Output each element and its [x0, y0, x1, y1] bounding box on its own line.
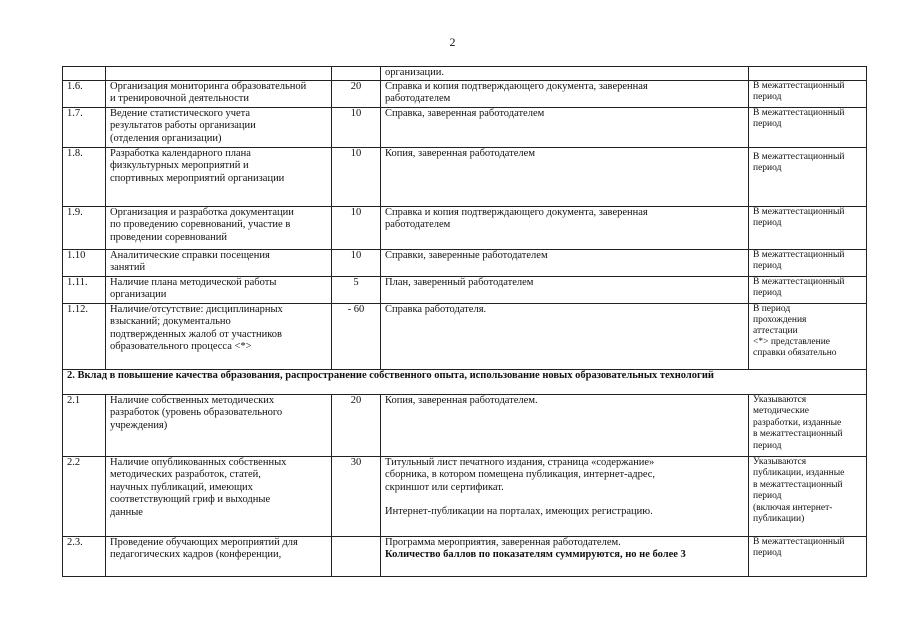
note-line: (включая интернет-	[753, 502, 833, 513]
note-line: период	[753, 491, 782, 501]
document-line: Справка и копия подтверждающего документа, заверенная	[385, 206, 648, 218]
indicator-name	[106, 107, 332, 147]
note	[749, 249, 867, 276]
document-line: Копия, заверенная работодателем.	[385, 394, 538, 406]
note-line: В межаттестационный	[753, 80, 845, 91]
indicator-line: Организация и разработка документации	[110, 206, 294, 218]
indicator-name	[106, 206, 332, 249]
score: 20	[332, 394, 381, 456]
row-number	[63, 67, 106, 81]
indicator-line: Наличие собственных методических	[110, 394, 275, 406]
row-number: 1.10	[63, 249, 106, 276]
indicator-line: научных публикаций, имеющих	[110, 481, 253, 493]
confirming-document	[381, 80, 749, 107]
document-line: Справки, заверенные работодателем	[385, 249, 548, 261]
indicator-line: разработок (уровень образовательного	[110, 407, 283, 418]
row-number: 2.3.	[63, 536, 106, 576]
document-line: Справка, заверенная работодателем	[385, 107, 545, 119]
note	[749, 80, 867, 107]
note-line: период	[753, 288, 782, 298]
table-row	[63, 107, 867, 147]
note-line: разработки, изданные	[753, 417, 842, 428]
score: 10	[332, 206, 381, 249]
indicator-name	[106, 80, 332, 107]
indicator-line: соответствующий гриф и выходные	[110, 494, 271, 505]
confirming-document	[381, 206, 749, 249]
indicator-line: физкультурных мероприятий и	[110, 160, 249, 171]
document-line: Программа мероприятия, заверенная работодателем.	[385, 536, 621, 548]
score: 10	[332, 147, 381, 206]
confirming-document	[381, 276, 749, 303]
section-heading: 2. Вклад в повышение качества образования, распространение собственного опыта, использование новых образовательных технологий	[63, 369, 867, 394]
indicator-line: Ведение статистического учета	[110, 107, 251, 119]
indicator-line: Аналитические справки посещения	[110, 249, 270, 261]
note	[749, 67, 867, 81]
document-line: работодателем	[385, 93, 451, 104]
indicator-line: занятий	[110, 262, 146, 273]
confirming-document	[381, 249, 749, 276]
table-row	[63, 456, 867, 536]
indicator-line: Наличие/отсутствие: дисциплинарных	[110, 303, 283, 315]
indicator-line: спортивных мероприятий организации	[110, 172, 285, 184]
indicator-line: Наличие плана методической работы	[110, 276, 277, 288]
indicator-line: взысканий; документально	[110, 316, 231, 327]
table-row	[63, 67, 867, 81]
note-line: период	[753, 218, 782, 228]
note-line: методические	[753, 406, 810, 416]
note-line: справки обязательно	[753, 347, 837, 358]
confirming-document	[381, 67, 749, 81]
note-line: прохождения	[753, 314, 807, 325]
note	[749, 536, 867, 576]
spacer	[385, 494, 744, 506]
note-line: В межаттестационный	[753, 536, 845, 547]
indicator-line: проведении соревнований	[110, 231, 228, 243]
indicator-name	[106, 147, 332, 206]
summation-note: Количество баллов по показателям суммируются, но не более 3	[385, 549, 686, 560]
document-line: План, заверенный работодателем	[385, 276, 534, 288]
note-line: Указываются	[753, 456, 807, 467]
section-heading-row	[63, 369, 867, 394]
note-line: публикации)	[753, 514, 805, 524]
indicator-line: по проведению соревнований, участие в	[110, 219, 291, 230]
note-line: Указываются	[753, 394, 807, 405]
indicator-name	[106, 276, 332, 303]
indicator-line: методических разработок, статей,	[110, 469, 261, 480]
row-number: 2.1	[63, 394, 106, 456]
score: 30	[332, 456, 381, 536]
criteria-table	[62, 66, 867, 577]
note	[749, 276, 867, 303]
table-row	[63, 147, 867, 206]
confirming-document	[381, 456, 749, 536]
note-line: В межаттестационный	[753, 151, 845, 162]
score	[332, 536, 381, 576]
note-line: публикации, изданные	[753, 468, 845, 478]
indicator-line: данные	[110, 506, 143, 518]
indicator-name	[106, 394, 332, 456]
document-line: Справка работодателя.	[385, 303, 487, 315]
document-line: организации.	[385, 67, 444, 78]
note	[749, 394, 867, 456]
score: - 60	[332, 303, 381, 369]
indicator-line: образовательного процесса <*>	[110, 341, 252, 352]
note-line: период	[753, 440, 782, 451]
row-number: 1.9.	[63, 206, 106, 249]
note-line: В межаттестационный	[753, 107, 845, 118]
row-number: 1.8.	[63, 147, 106, 206]
note	[749, 303, 867, 369]
score: 10	[332, 107, 381, 147]
note-line: период	[753, 548, 782, 558]
row-number: 1.11.	[63, 276, 106, 303]
confirming-document	[381, 303, 749, 369]
note-line: в межаттестационный	[753, 479, 843, 490]
table-row	[63, 206, 867, 249]
confirming-document	[381, 394, 749, 456]
indicator-line: учреждения)	[110, 419, 168, 431]
indicator-line: Разработка календарного плана	[110, 147, 251, 159]
note-line: аттестации	[753, 325, 798, 336]
score	[332, 67, 381, 81]
table-row	[63, 276, 867, 303]
document-line: скриншот или сертификат.	[385, 481, 504, 493]
note	[749, 206, 867, 249]
score: 5	[332, 276, 381, 303]
table-row	[63, 80, 867, 107]
table-row	[63, 249, 867, 276]
row-number: 1.12.	[63, 303, 106, 369]
row-number: 1.7.	[63, 107, 106, 147]
table-row	[63, 536, 867, 576]
indicator-name	[106, 456, 332, 536]
note-line: период	[753, 163, 782, 173]
table-row	[63, 394, 867, 456]
note-line: В межаттестационный	[753, 206, 845, 217]
note-line: В межаттестационный	[753, 249, 845, 260]
table-row	[63, 303, 867, 369]
document-line: сборника, в котором помещена публикация, интернет-адрес,	[385, 469, 656, 480]
score: 10	[332, 249, 381, 276]
note-line: период	[753, 119, 782, 129]
document-line: Интернет-публикации на порталах, имеющих регистрацию.	[385, 506, 653, 517]
indicator-line: организации	[110, 289, 167, 300]
indicator-line: Наличие опубликованных собственных	[110, 456, 287, 468]
note	[749, 147, 867, 206]
confirming-document	[381, 536, 749, 576]
score: 20	[332, 80, 381, 107]
indicator-name	[106, 249, 332, 276]
indicator-line: и тренировочной деятельности	[110, 93, 249, 104]
indicator-name	[106, 67, 332, 81]
note-line: в межаттестационный	[753, 429, 843, 439]
indicator-name	[106, 536, 332, 576]
document-line: работодателем	[385, 219, 451, 230]
note-line: <*> представление	[753, 336, 831, 347]
indicator-line: подтвержденных жалоб от участников	[110, 328, 282, 340]
indicator-line: педагогических кадров (конференции,	[110, 549, 282, 560]
note	[749, 456, 867, 536]
indicator-line: (отделения организации)	[110, 132, 222, 144]
row-number: 2.2	[63, 456, 106, 536]
document-line: Справка и копия подтверждающего документа, заверенная	[385, 80, 648, 92]
confirming-document	[381, 147, 749, 206]
indicator-name	[106, 303, 332, 369]
note	[749, 107, 867, 147]
document-line: Титульный лист печатного издания, страница «содержание»	[385, 456, 655, 468]
note-line: В межаттестационный	[753, 276, 845, 287]
note-line: период	[753, 261, 782, 271]
note-line: В период	[753, 303, 791, 314]
indicator-line: результатов работы организации	[110, 120, 256, 131]
indicator-line: Проведение обучающих мероприятий для	[110, 536, 298, 548]
document-line: Копия, заверенная работодателем	[385, 147, 535, 159]
indicator-line: Организация мониторинга образовательной	[110, 80, 307, 92]
note-line: период	[753, 92, 782, 102]
page-number: 2	[449, 35, 456, 49]
confirming-document	[381, 107, 749, 147]
row-number: 1.6.	[63, 80, 106, 107]
